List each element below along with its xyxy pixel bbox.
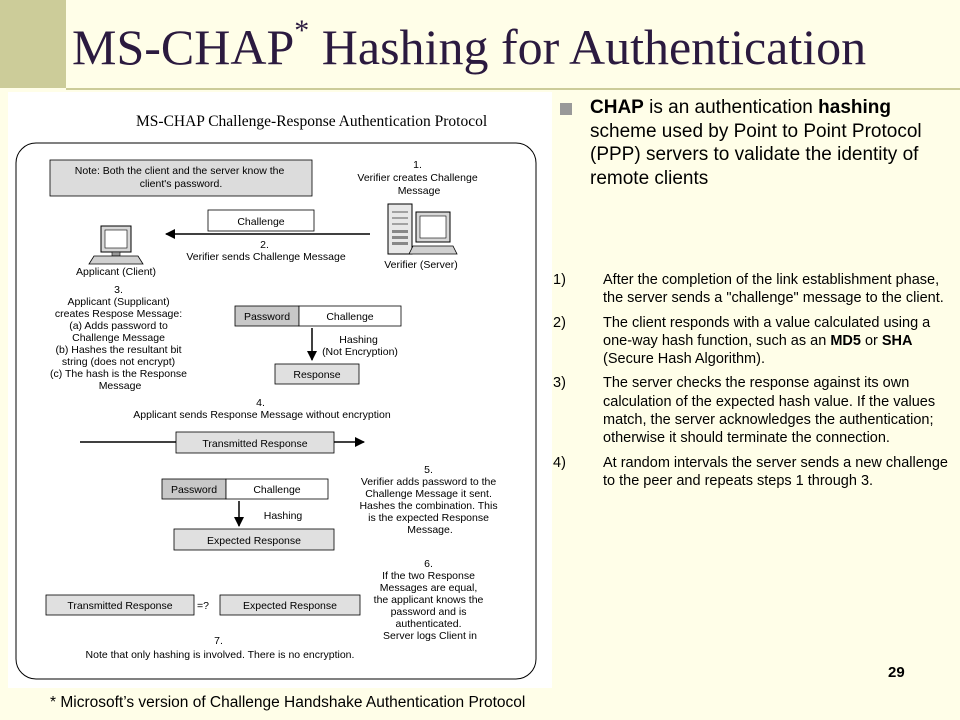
definition-part-1: is an authentication	[643, 97, 819, 118]
title-rest: Hashing for Authentication	[309, 19, 867, 75]
step-number: 3)	[553, 375, 566, 392]
step-5-text: 5. Verifier adds password to the Challenge Message it sent. Hashes the combination. This is the expected Response Message.	[359, 464, 498, 536]
verifier-label: Verifier (Server)	[384, 259, 458, 271]
diagram-title: MS-CHAP Challenge-Response Authentication Protocol	[136, 113, 488, 130]
compare-transmitted-label: Transmitted Response	[67, 600, 173, 612]
step-text: After the completion of the link establishment phase, the server sends a "challenge" message to the client.	[603, 272, 944, 307]
expected-response-label: Expected Response	[207, 535, 301, 547]
term-md5: MD5	[830, 332, 861, 349]
step-4-text: 4. Applicant sends Response Message without encryption	[133, 397, 391, 421]
protocol-diagram-svg	[8, 92, 552, 688]
title-rule	[66, 88, 960, 90]
chap-definition-bullet	[560, 96, 940, 190]
step-text: The client responds with a value calculated using a one-way hash function, such as an MD5 or SHA (Secure Hash Algorithm).	[603, 314, 931, 368]
square-bullet-icon	[560, 103, 572, 115]
page-number: 29	[888, 664, 905, 681]
left-margin-strip	[0, 88, 8, 720]
server-hashing-label: Hashing	[263, 510, 303, 522]
term-hashing: hashing	[818, 97, 891, 118]
protocol-diagram	[8, 92, 552, 688]
transmitted-response-label: Transmitted Response	[202, 438, 308, 450]
note-text: Note: Both the client and the server know the client's password.	[74, 165, 285, 190]
chap-definition-text	[590, 96, 940, 190]
step-number: 1)	[553, 272, 566, 288]
chap-step	[553, 314, 948, 369]
step-text: At random intervals the server sends a new challenge to the peer and repeats steps 1 through 3.	[603, 454, 948, 489]
client-hashing-note: Hashing (Not Encryption)	[322, 334, 398, 358]
chap-step	[553, 374, 948, 447]
definition-part-2: scheme used by Point to Point Protocol (PPP) servers to validate the identity of remote clients	[590, 120, 922, 189]
client-password-label: Password	[243, 311, 291, 323]
step-3-text: 3. Applicant (Supplicant) creates Respose Message: (a) Adds password to Challenge Message (b) Hashes the resultant bit string (does not encrypt) (c) The hash is the Response Message	[50, 284, 188, 392]
challenge-box-label: Challenge	[237, 216, 285, 228]
step-7-text: 7. Note that only hashing is involved. There is no encryption.	[85, 635, 355, 661]
step-number: 2)	[553, 314, 566, 331]
title-accent-block	[0, 0, 66, 88]
term-sha: SHA	[881, 332, 913, 349]
chap-step	[553, 454, 948, 491]
server-password-label: Password	[170, 484, 218, 496]
response-label: Response	[293, 369, 341, 381]
term-chap: CHAP	[590, 97, 644, 118]
step-text: The server checks the response against its own calculation of the expected hash value. If the values match, the server acknowledges the authentication; otherwise it should terminate the connection.	[603, 375, 936, 447]
title-main: MS-CHAP	[72, 19, 295, 75]
step-6-text: 6. If the two Response Messages are equal, the applicant knows the password and is authenticated. Server logs Client in	[373, 558, 484, 642]
compare-expected-label: Expected Response	[243, 600, 337, 612]
footnote: * Microsoft’s version of Challenge Handshake Authentication Protocol	[50, 694, 526, 711]
chap-steps-list	[553, 271, 948, 496]
applicant-label: Applicant (Client)	[76, 266, 156, 278]
compare-symbol: =?	[197, 600, 209, 612]
slide-title	[72, 14, 867, 75]
chap-step	[553, 271, 948, 308]
step-number: 4)	[553, 454, 566, 471]
client-challenge-label: Challenge	[326, 311, 374, 323]
server-challenge-label: Challenge	[253, 484, 301, 496]
step-2-text: 2. Verifier sends Challenge Message	[186, 239, 346, 263]
step-1-text: 1. Verifier creates Challenge Message	[357, 159, 478, 197]
title-asterisk: *	[294, 14, 310, 47]
server-computer-icon	[388, 204, 457, 254]
